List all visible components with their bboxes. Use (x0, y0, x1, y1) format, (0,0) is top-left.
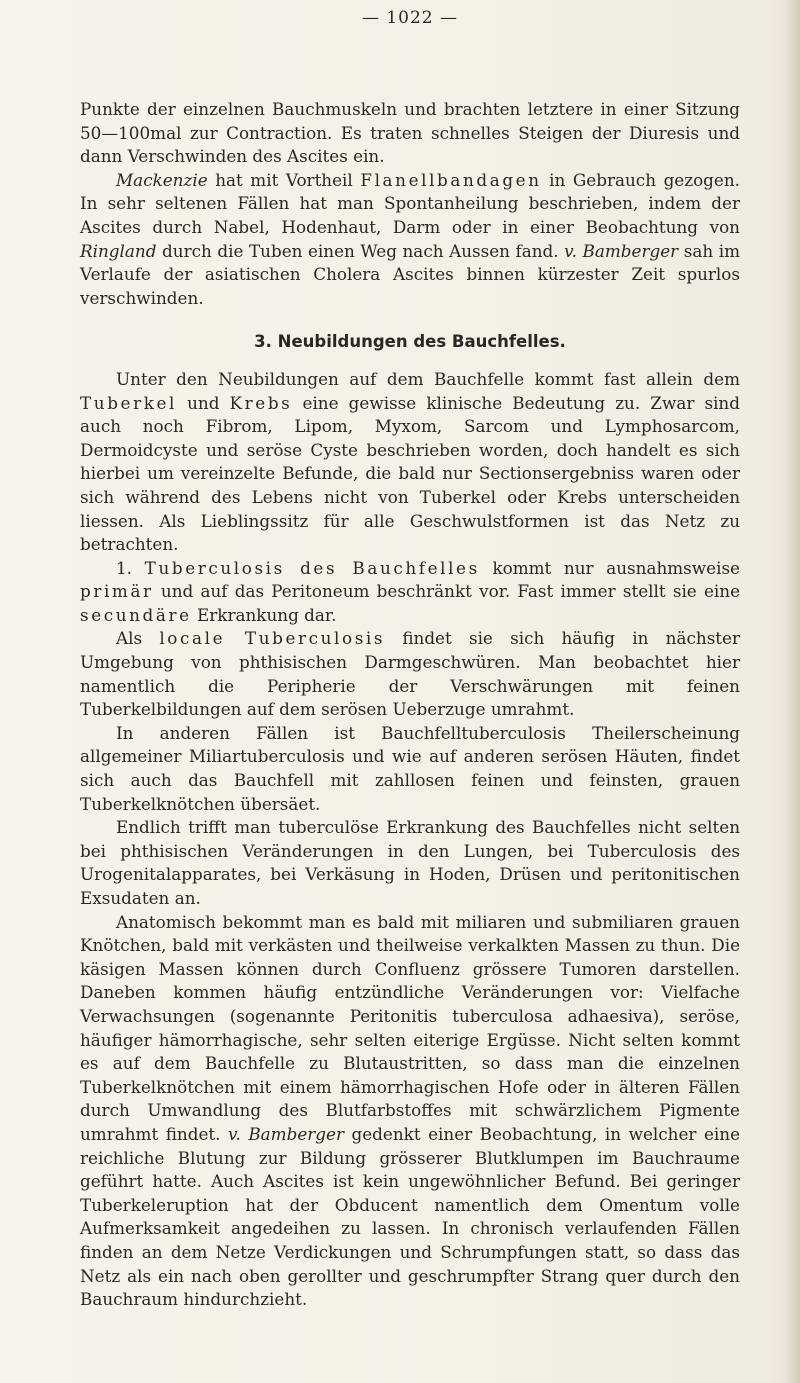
author-mackenzie: Mackenzie (116, 169, 208, 190)
term-locale-tuberculosis: locale Tuberculosis (159, 628, 386, 649)
paragraph-section-5: Endlich trifft man tuberculöse Erkrankung des Bauchfelles nicht selten bei phthisischen Veränderungen in den Lungen, bei Tuberculosis des Urogenitalapparates, bei Verkäsung in Hoden, Drüsen und peritonitischen Exsudaten an. (80, 817, 740, 908)
author-bamberger: v. Bamberger (564, 240, 679, 261)
paragraph-section-4: In anderen Fällen ist Bauchfelltuberculosis Theilerscheinung allgemeiner Miliartuberculosis und wie auf anderen serösen Häuten, findet sich auch das Bauchfell mit zahllosen feinen und feinsten, grauen Tuberkelknötchen übersäet. (80, 722, 740, 814)
paragraph-intro-2: Mackenzie hat mit Vortheil Flanellbandagen in Gebrauch gezogen. In sehr seltenen Fällen hat man Spontanheilung beschrieben, indem der Ascites durch Nabel, Hodenhaut, Darm oder in einer Beobachtung von Ringland durch die Tuben einen Weg nach Aussen fand. v. Bamberger sah im Verlaufe der asiatischen Cholera Ascites binnen kürzester Zeit spurlos verschwinden. (80, 169, 740, 308)
term-tuberculosis-bauchfelles: Tuberculosis des Bauchfelles (144, 557, 480, 578)
term-krebs: Krebs (229, 392, 293, 413)
term-primaer: primär (80, 581, 154, 602)
page-edge-shadow (784, 0, 800, 1383)
section-heading: 3. Neubildungen des Bauchfelles. (254, 332, 566, 352)
paragraph-section-1: Unter den Neubildungen auf dem Bauchfelle kommt fast allein dem Tuberkel und Krebs eine gewisse klinische Bedeutung zu. Zwar sind auch noch Fibrom, Lipom, Myxom, Sarcom und Lymphosarcom, Dermoidcyste und seröse Cyste beschrieben worden, doch handelt es sich hierbei um vereinzelte Befunde, die bald nur Sectionsergebniss waren oder sich während des Lebens nicht von Tuberkel oder Krebs unterscheiden liessen. Als Lieblingssitz für alle Geschwulstformen ist das Netz zu betrachten. (80, 368, 740, 555)
paragraph-section-2: 1. Tuberculosis des Bauchfelles kommt nur ausnahmsweise primär und auf das Peritoneum beschränkt vor. Fast immer stellt sie eine secundäre Erkrankung dar. (80, 557, 740, 625)
paragraph-section-3: Als locale Tuberculosis findet sie sich häufig in nächster Umgebung von phthisischen Darmgeschwüren. Man beobachtet hier namentlich die Peripherie der Verschwärungen mit feinen Tuberkelbildungen auf dem serösen Ueberzuge umrahmt. (80, 628, 741, 720)
term-tuberkel: Tuberkel (80, 392, 177, 413)
author-ringland: Ringland (80, 240, 157, 261)
author-bamberger-2: v. Bamberger (228, 1123, 344, 1144)
page-number: — 1022 — (361, 8, 459, 28)
term-secundaere: secundäre (80, 604, 192, 625)
text-column (80, 6, 740, 1312)
paragraph-intro-1: Punkte der einzelnen Bauchmuskeln und brachten letztere in einer Sitzung 50—100mal zur Contraction. Es traten schnelles Steigen der Diuresis und dann Verschwinden des Ascites ein. (80, 99, 740, 167)
paragraph-section-6: Anatomisch bekommt man es bald mit miliaren und submiliaren grauen Knötchen, bald mit verkästen und theilweise verkalkten Massen zu thun. Die käsigen Massen können durch Confluenz grössere Tumoren darstellen. Daneben kommen häufig entzündliche Veränderungen vor: Vielfache Verwachsungen (sogenannte Peritonitis tuberculosa adhaesiva), seröse, häufiger hämorrhagische, sehr selten eiterige Ergüsse. Nicht selten kommt es auf dem Bauchfelle zu Blutaustritten, so dass man die einzelnen Tuberkelknötchen mit einem hämorrhagischen Hofe oder in älteren Fällen durch Umwandlung des Blutfarbstoffes mit schwärzlichem Pigmente umrahmt findet. v. Bamberger gedenkt einer Beobachtung, in welcher eine reichliche Blutung zur Bildung grösserer Blutklumpen im Bauchraume geführt hatte. Auch Ascites ist kein ungewöhnlicher Befund. Bei geringer Tuberkeleruption hat der Obducent namentlich dem Omentum volle Aufmerksamkeit angedeihen zu lassen. In chronisch verlaufenden Fällen finden an dem Netze Verdickungen und Schrumpfungen statt, so dass das Netz als ein nach oben gerollter und geschrumpfter Strang quer durch den Bauchraum hindurchzieht. (80, 911, 740, 1310)
term-flanellbandagen: Flanellbandagen (360, 169, 542, 190)
